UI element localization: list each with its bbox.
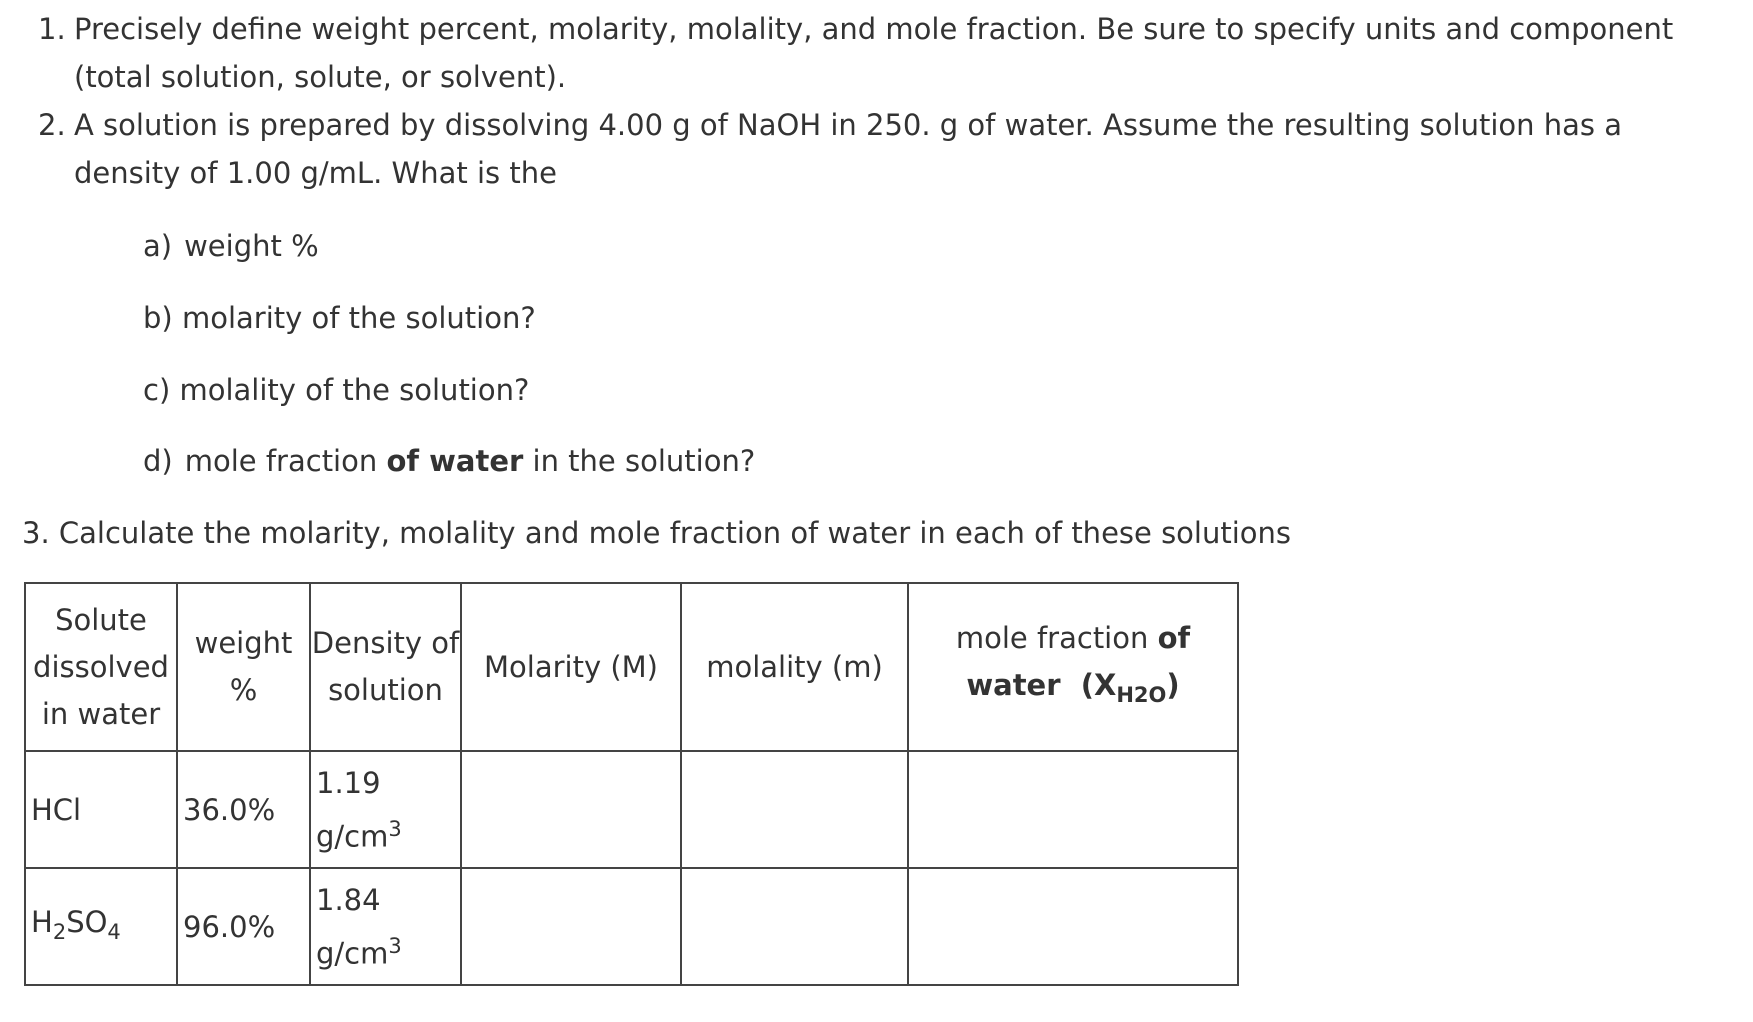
cell-molality-answer[interactable]: [681, 751, 908, 868]
part-a-label: a): [143, 229, 173, 263]
cell-molarity-answer[interactable]: [461, 751, 681, 868]
cell-density: [310, 751, 461, 868]
header-density: Density of solution: [310, 583, 461, 751]
density-unit: $g/cm^3$: [316, 933, 402, 971]
question-1: [38, 5, 1718, 101]
question-2-number: 2.: [38, 108, 66, 142]
cell-solute: HCl: [25, 751, 177, 868]
question-2: [38, 101, 1728, 197]
question-3: [22, 509, 1622, 557]
cell-molality-answer[interactable]: [681, 868, 908, 985]
part-d-text-after: in the solution?: [532, 444, 756, 478]
question-3-number: 3.: [22, 516, 50, 550]
question-2-part-d: [143, 441, 755, 481]
part-b-label: b): [143, 301, 173, 335]
cell-mole-fraction-answer[interactable]: [908, 751, 1238, 868]
cell-molarity-answer[interactable]: [461, 868, 681, 985]
part-c-text: molality of the solution?: [179, 373, 530, 407]
question-2-part-a: [143, 226, 319, 266]
header-molarity: Molarity (M): [461, 583, 681, 751]
solutions-table: [24, 582, 1239, 986]
density-value: 1.19: [316, 765, 381, 800]
question-1-text: Precisely define weight percent, molarity, molality, and mole fraction. Be sure to specify units and component (total solution, solute, or solvent).: [74, 12, 1674, 94]
table-header-row: [25, 583, 1238, 751]
header-mole-fraction: [908, 583, 1238, 751]
table-row: [25, 751, 1238, 868]
part-b-text: molarity of the solution?: [181, 301, 536, 335]
cell-weight-percent: 36.0%: [177, 751, 310, 868]
header-solute: Solute dissolved in water: [25, 583, 177, 751]
question-3-text: Calculate the molarity, molality and mole fraction of water in each of these solutions: [58, 516, 1292, 550]
question-2-part-b: [143, 298, 536, 338]
cell-weight-percent: 96.0%: [177, 868, 310, 985]
question-2-text: A solution is prepared by dissolving 4.00 g of NaOH in 250. g of water. Assume the resulting solution has a density of 1.00 g/mL. What is the: [74, 108, 1622, 190]
part-c-label: c): [143, 373, 171, 407]
part-d-text-before: mole fraction: [184, 444, 378, 478]
cell-solute: $H_2SO_4$: [25, 868, 177, 985]
header-molality: molality (m): [681, 583, 908, 751]
table-row: [25, 868, 1238, 985]
header-weight-percent: weight %: [177, 583, 310, 751]
part-d-label: d): [143, 444, 173, 478]
density-value: 1.84: [316, 882, 381, 917]
density-unit: $g/cm^3$: [316, 816, 402, 854]
question-2-part-c: [143, 370, 529, 410]
part-d-text-bold: of water: [386, 444, 524, 478]
part-a-text: weight %: [184, 229, 319, 263]
cell-mole-fraction-answer[interactable]: [908, 868, 1238, 985]
header-mole-fraction-line1: mole fraction of: [955, 621, 1191, 656]
cell-density: [310, 868, 461, 985]
header-mole-fraction-line2: water $(X_{H2O})$: [966, 668, 1180, 707]
question-1-number: 1.: [38, 12, 66, 46]
